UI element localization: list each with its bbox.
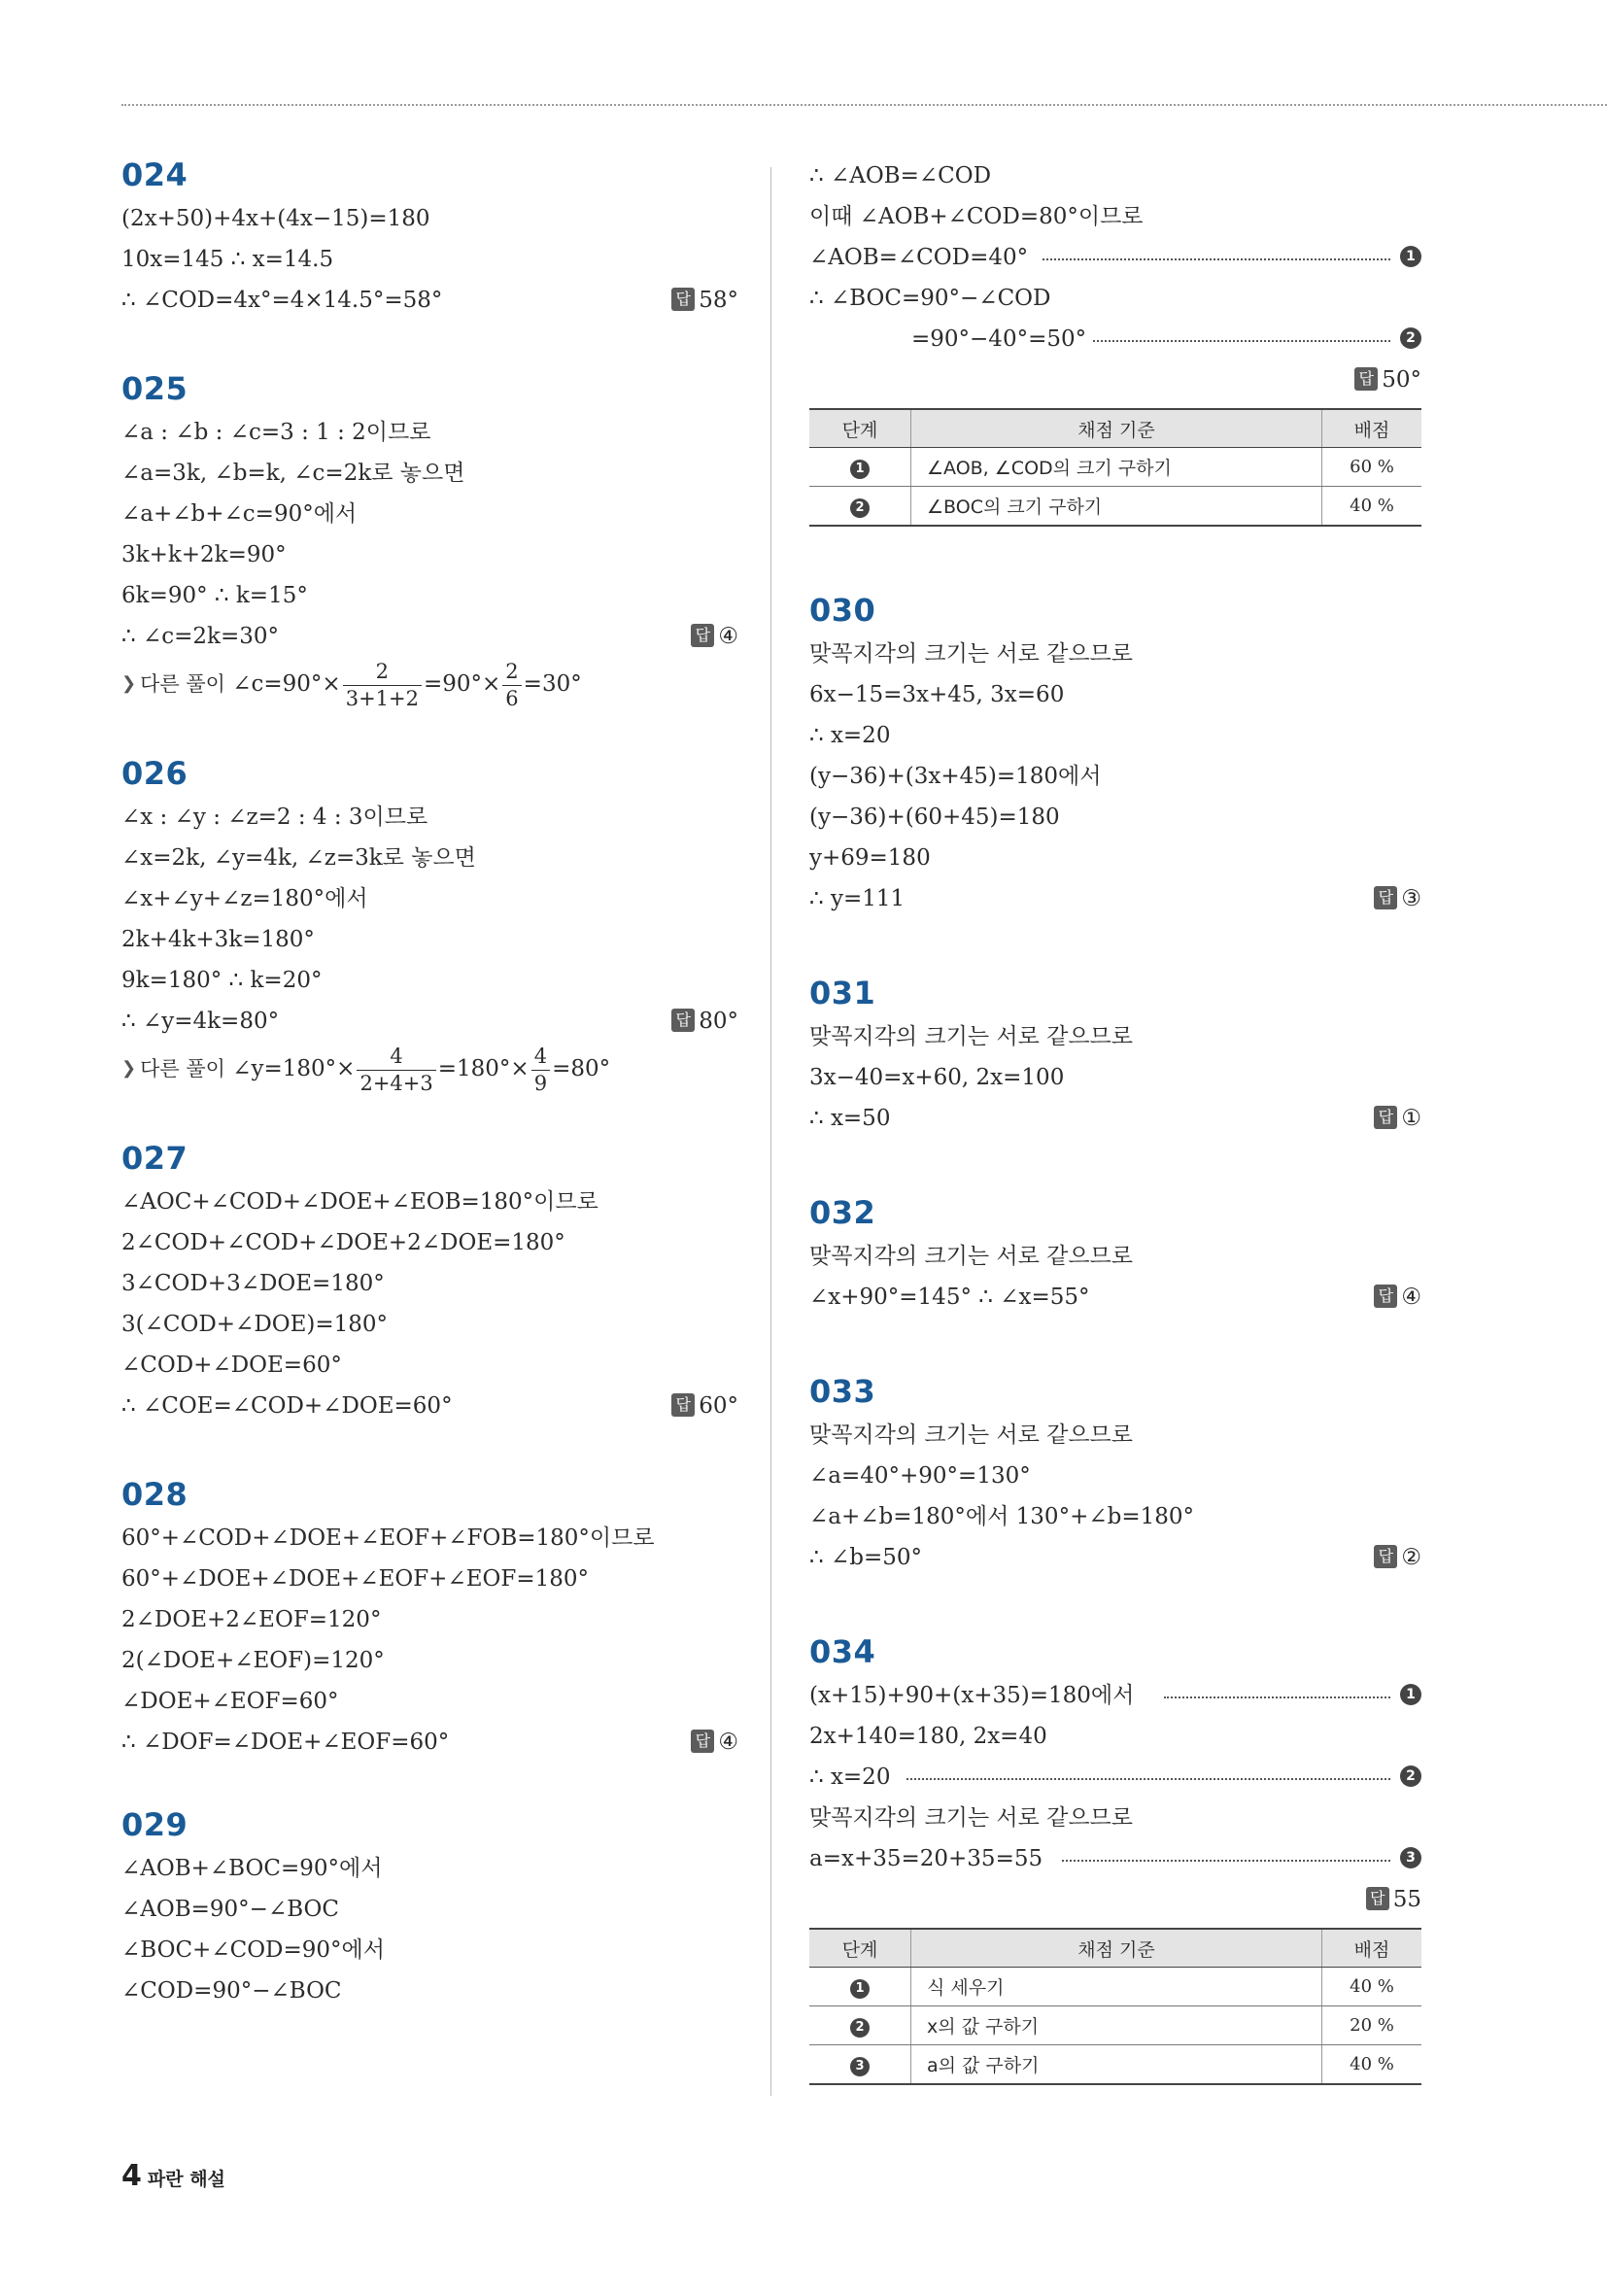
- solution-line: (y−36)+(60+45)=180: [809, 805, 1060, 830]
- problem-026: [121, 754, 738, 1096]
- problem-032: [809, 1193, 1421, 1318]
- top-dotted-rule: [121, 104, 1607, 106]
- solution-line: ∠a=40°+90°=130°: [809, 1463, 1031, 1489]
- solution-line: ∠x : ∠y : ∠z=2 : 4 : 3이므로: [121, 805, 428, 830]
- solution-line: ∴ ∠BOC=90°−∠COD: [809, 286, 1051, 311]
- book-title: 파란 해설: [147, 2169, 225, 2190]
- problem-number: 031: [809, 975, 876, 1011]
- problem-number: 027: [121, 1140, 188, 1177]
- solution-line: 10x=145 ∴ x=14.5: [121, 247, 334, 272]
- criterion: x의 값 구하기: [911, 2006, 1322, 2045]
- answer-tag: 답: [1374, 1285, 1397, 1308]
- solution-line: 2k+4k+3k=180°: [121, 927, 315, 952]
- answer: 답 ④: [691, 1722, 738, 1763]
- problem-025: [121, 369, 738, 711]
- answer-tag: 답: [691, 624, 714, 647]
- solution-line: ∠a : ∠b : ∠c=3 : 1 : 2이므로: [121, 420, 431, 445]
- table-header: 단계: [809, 409, 911, 448]
- alternative-solution: ❯ 다른 풀이 ∠y=180°× $\frac{4}{2+4+3}$ =180°× $\frac{4}{9}$ =80°: [121, 1042, 738, 1096]
- leader-dots: [1086, 340, 1390, 342]
- solution-line: ∴ ∠y=4k=80° 답 80°: [121, 1001, 738, 1042]
- step-marker: 3: [850, 2057, 870, 2076]
- solution-line: 맞꼭지각의 크기는 서로 같으므로: [809, 641, 1133, 667]
- step-2-marker: 2: [1400, 1765, 1421, 1787]
- solution-line: ∠COD+∠DOE=60°: [121, 1353, 342, 1378]
- page-number: 4: [121, 2159, 142, 2193]
- solution-line: 2x+140=180, 2x=40: [809, 1724, 1047, 1749]
- criterion: 식 세우기: [911, 1968, 1322, 2006]
- score: 40 %: [1322, 2045, 1422, 2085]
- leader-dots: [906, 1778, 1390, 1780]
- table-row: [809, 2045, 1421, 2085]
- solution-line: ∴ ∠COD=4x°=4×14.5°=58° 답 58°: [121, 280, 738, 321]
- problem-029: [121, 1805, 738, 2011]
- solution-line: 맞꼭지각의 크기는 서로 같으므로: [809, 1024, 1133, 1049]
- leader-dots: [1164, 1696, 1390, 1698]
- problem-number: 030: [809, 592, 876, 629]
- answer-tag: 답: [691, 1730, 714, 1753]
- solution-line: ∴ ∠COE=∠COD+∠DOE=60° 답 60°: [121, 1386, 738, 1426]
- solution-line: ∠AOB=∠COD=40° 1: [809, 237, 1421, 278]
- chevron-right-icon: ❯: [121, 1058, 137, 1079]
- solution-line: 맞꼭지각의 크기는 서로 같으므로: [809, 1805, 1133, 1831]
- solution-line: ∠AOB+∠BOC=90°에서: [121, 1856, 383, 1881]
- solution-line: 3k+k+2k=90°: [121, 542, 287, 567]
- problem-number: 033: [809, 1373, 876, 1410]
- answer-tag: 답: [671, 288, 695, 311]
- solution-line: ∠AOC+∠COD+∠DOE+∠EOB=180°이므로: [121, 1189, 598, 1215]
- answer: 답 ④: [1374, 1277, 1421, 1318]
- solution-line: ∠a+∠b+∠c=90°에서: [121, 501, 358, 527]
- step-2-marker: 2: [1400, 327, 1421, 349]
- problem-029-continued: [809, 155, 1421, 527]
- problem-number: 025: [121, 370, 188, 407]
- answer-tag: 답: [1374, 1106, 1397, 1129]
- criterion: ∠AOB, ∠COD의 크기 구하기: [911, 448, 1322, 487]
- answer-tag: 답: [1366, 1887, 1389, 1910]
- problem-030: [809, 591, 1421, 919]
- problem-034: [809, 1632, 1421, 2085]
- problem-number: 032: [809, 1194, 876, 1231]
- step-marker: 2: [850, 2018, 870, 2038]
- answer: 답 58°: [671, 280, 738, 321]
- answer: 답 ①: [1374, 1098, 1421, 1139]
- step-marker: 2: [850, 498, 870, 518]
- alternative-solution: ❯ 다른 풀이 ∠c=90°× $\frac{2}{3+1+2}$ =90°× $\frac{2}{6}$ =30°: [121, 657, 738, 711]
- criterion: a의 값 구하기: [911, 2045, 1322, 2085]
- step-marker: 1: [850, 1979, 870, 1999]
- table-row: [809, 487, 1421, 527]
- solution-line: 3(∠COD+∠DOE)=180°: [121, 1312, 389, 1337]
- solution-line: ∠a=3k, ∠b=k, ∠c=2k로 놓으면: [121, 461, 465, 486]
- solution-line: 6x−15=3x+45, 3x=60: [809, 682, 1065, 707]
- page-footer: [121, 2159, 225, 2193]
- answer: 답 50°: [1354, 360, 1421, 400]
- problem-number: 034: [809, 1633, 876, 1670]
- solution-line: =90°−40°=50° 2: [809, 319, 1421, 360]
- problem-027: [121, 1139, 738, 1426]
- answer: 답 55: [1366, 1879, 1421, 1920]
- answer-tag: 답: [1374, 1545, 1397, 1568]
- table-header: 채점 기준: [911, 409, 1322, 448]
- problem-number: 028: [121, 1476, 188, 1513]
- solution-line: 3x−40=x+60, 2x=100: [809, 1065, 1065, 1090]
- scoring-table: [809, 1928, 1421, 2085]
- solution-line: (2x+50)+4x+(4x−15)=180: [121, 206, 430, 231]
- solution-line: ∠DOE+∠EOF=60°: [121, 1689, 339, 1714]
- answer: 답 ④: [691, 616, 738, 657]
- table-header: 채점 기준: [911, 1929, 1322, 1968]
- step-marker: 1: [850, 460, 870, 479]
- solution-line: 맞꼭지각의 크기는 서로 같으므로: [809, 1422, 1133, 1448]
- solution-line: a=x+35=20+35=55 3: [809, 1838, 1421, 1879]
- answer: 답 60°: [671, 1386, 738, 1426]
- chevron-right-icon: ❯: [121, 673, 137, 694]
- solution-line: 이때 ∠AOB+∠COD=80°이므로: [809, 204, 1144, 229]
- solution-line: ∠AOB=90°−∠BOC: [121, 1897, 340, 1922]
- solution-line: 2(∠DOE+∠EOF)=120°: [121, 1648, 385, 1673]
- problem-number: 029: [121, 1806, 188, 1843]
- solution-line: ∠x=2k, ∠y=4k, ∠z=3k로 놓으면: [121, 845, 476, 871]
- solution-line: (y−36)+(3x+45)=180에서: [809, 764, 1102, 789]
- answer-tag: 답: [1374, 886, 1397, 909]
- problem-028: [121, 1475, 738, 1763]
- solution-line: ∴ ∠DOF=∠DOE+∠EOF=60° 답 ④: [121, 1722, 738, 1763]
- solution-line: ∴ y=111 답 ③: [809, 878, 1421, 919]
- answer-tag: 답: [1354, 367, 1378, 391]
- solution-line: ∴ x=50 답 ①: [809, 1098, 1421, 1139]
- left-column: [121, 155, 738, 2011]
- solution-line: ∴ ∠c=2k=30° 답 ④: [121, 616, 738, 657]
- score: 20 %: [1322, 2006, 1422, 2045]
- problem-024: [121, 155, 738, 321]
- table-row: [809, 2006, 1421, 2045]
- step-3-marker: 3: [1400, 1847, 1421, 1868]
- table-header: 배점: [1322, 1929, 1422, 1968]
- table-header: 배점: [1322, 409, 1422, 448]
- solution-line: ∴ x=20 2: [809, 1757, 1421, 1798]
- solution-line: ∠a+∠b=180°에서 130°+∠b=180°: [809, 1504, 1195, 1529]
- solution-line: ∠COD=90°−∠BOC: [121, 1978, 342, 2004]
- solution-line: 맞꼭지각의 크기는 서로 같으므로: [809, 1244, 1133, 1269]
- table-row: [809, 448, 1421, 487]
- problem-number: 026: [121, 755, 188, 792]
- criterion: ∠BOC의 크기 구하기: [911, 487, 1322, 527]
- solution-line: y+69=180: [809, 845, 931, 871]
- solution-line: (x+15)+90+(x+35)=180에서 1: [809, 1675, 1421, 1716]
- problem-number: 024: [121, 156, 188, 193]
- solution-line: ∠BOC+∠COD=90°에서: [121, 1937, 385, 1963]
- score: 40 %: [1322, 487, 1422, 527]
- solution-line: 3∠COD+3∠DOE=180°: [121, 1271, 385, 1296]
- fraction: $\frac{2}{3+1+2}$: [343, 662, 422, 709]
- solution-line: ∴ ∠AOB=∠COD: [809, 163, 992, 188]
- solution-line: 60°+∠COD+∠DOE+∠EOF+∠FOB=180°이므로: [121, 1525, 655, 1551]
- score: 40 %: [1322, 1968, 1422, 2006]
- solution-line: ∴ x=20: [809, 723, 891, 748]
- fraction: $\frac{4}{2+4+3}$: [357, 1046, 435, 1094]
- answer-tag: 답: [671, 1009, 695, 1032]
- answer-line: [809, 1879, 1421, 1920]
- answer: 답 ③: [1374, 878, 1421, 919]
- answer-tag: 답: [671, 1393, 695, 1417]
- problem-033: [809, 1372, 1421, 1578]
- answer: 답 80°: [671, 1001, 738, 1042]
- right-column: [809, 155, 1421, 2085]
- solution-line: 2∠COD+∠COD+∠DOE+2∠DOE=180°: [121, 1230, 565, 1255]
- leader-dots: [1043, 258, 1390, 260]
- column-divider: [770, 167, 771, 2096]
- solution-line: ∴ ∠b=50° 답 ②: [809, 1537, 1421, 1578]
- step-1-marker: 1: [1400, 246, 1421, 267]
- step-1-marker: 1: [1400, 1684, 1421, 1705]
- score: 60 %: [1322, 448, 1422, 487]
- fraction: $\frac{4}{9}$: [531, 1046, 550, 1094]
- solution-line: 6k=90° ∴ k=15°: [121, 583, 308, 608]
- fraction: $\frac{2}{6}$: [502, 662, 521, 709]
- answer: 답 ②: [1374, 1537, 1421, 1578]
- solution-line: ∠x+∠y+∠z=180°에서: [121, 886, 368, 911]
- problem-031: [809, 974, 1421, 1139]
- solution-line: 60°+∠DOE+∠DOE+∠EOF+∠EOF=180°: [121, 1566, 589, 1592]
- leader-dots: [1062, 1860, 1390, 1862]
- table-row: [809, 1968, 1421, 2006]
- answer-line: [809, 360, 1421, 400]
- solution-line: ∠x+90°=145° ∴ ∠x=55° 답 ④: [809, 1277, 1421, 1318]
- scoring-table: [809, 408, 1421, 527]
- solution-line: 2∠DOE+2∠EOF=120°: [121, 1607, 382, 1632]
- table-header: 단계: [809, 1929, 911, 1968]
- solution-line: 9k=180° ∴ k=20°: [121, 968, 323, 993]
